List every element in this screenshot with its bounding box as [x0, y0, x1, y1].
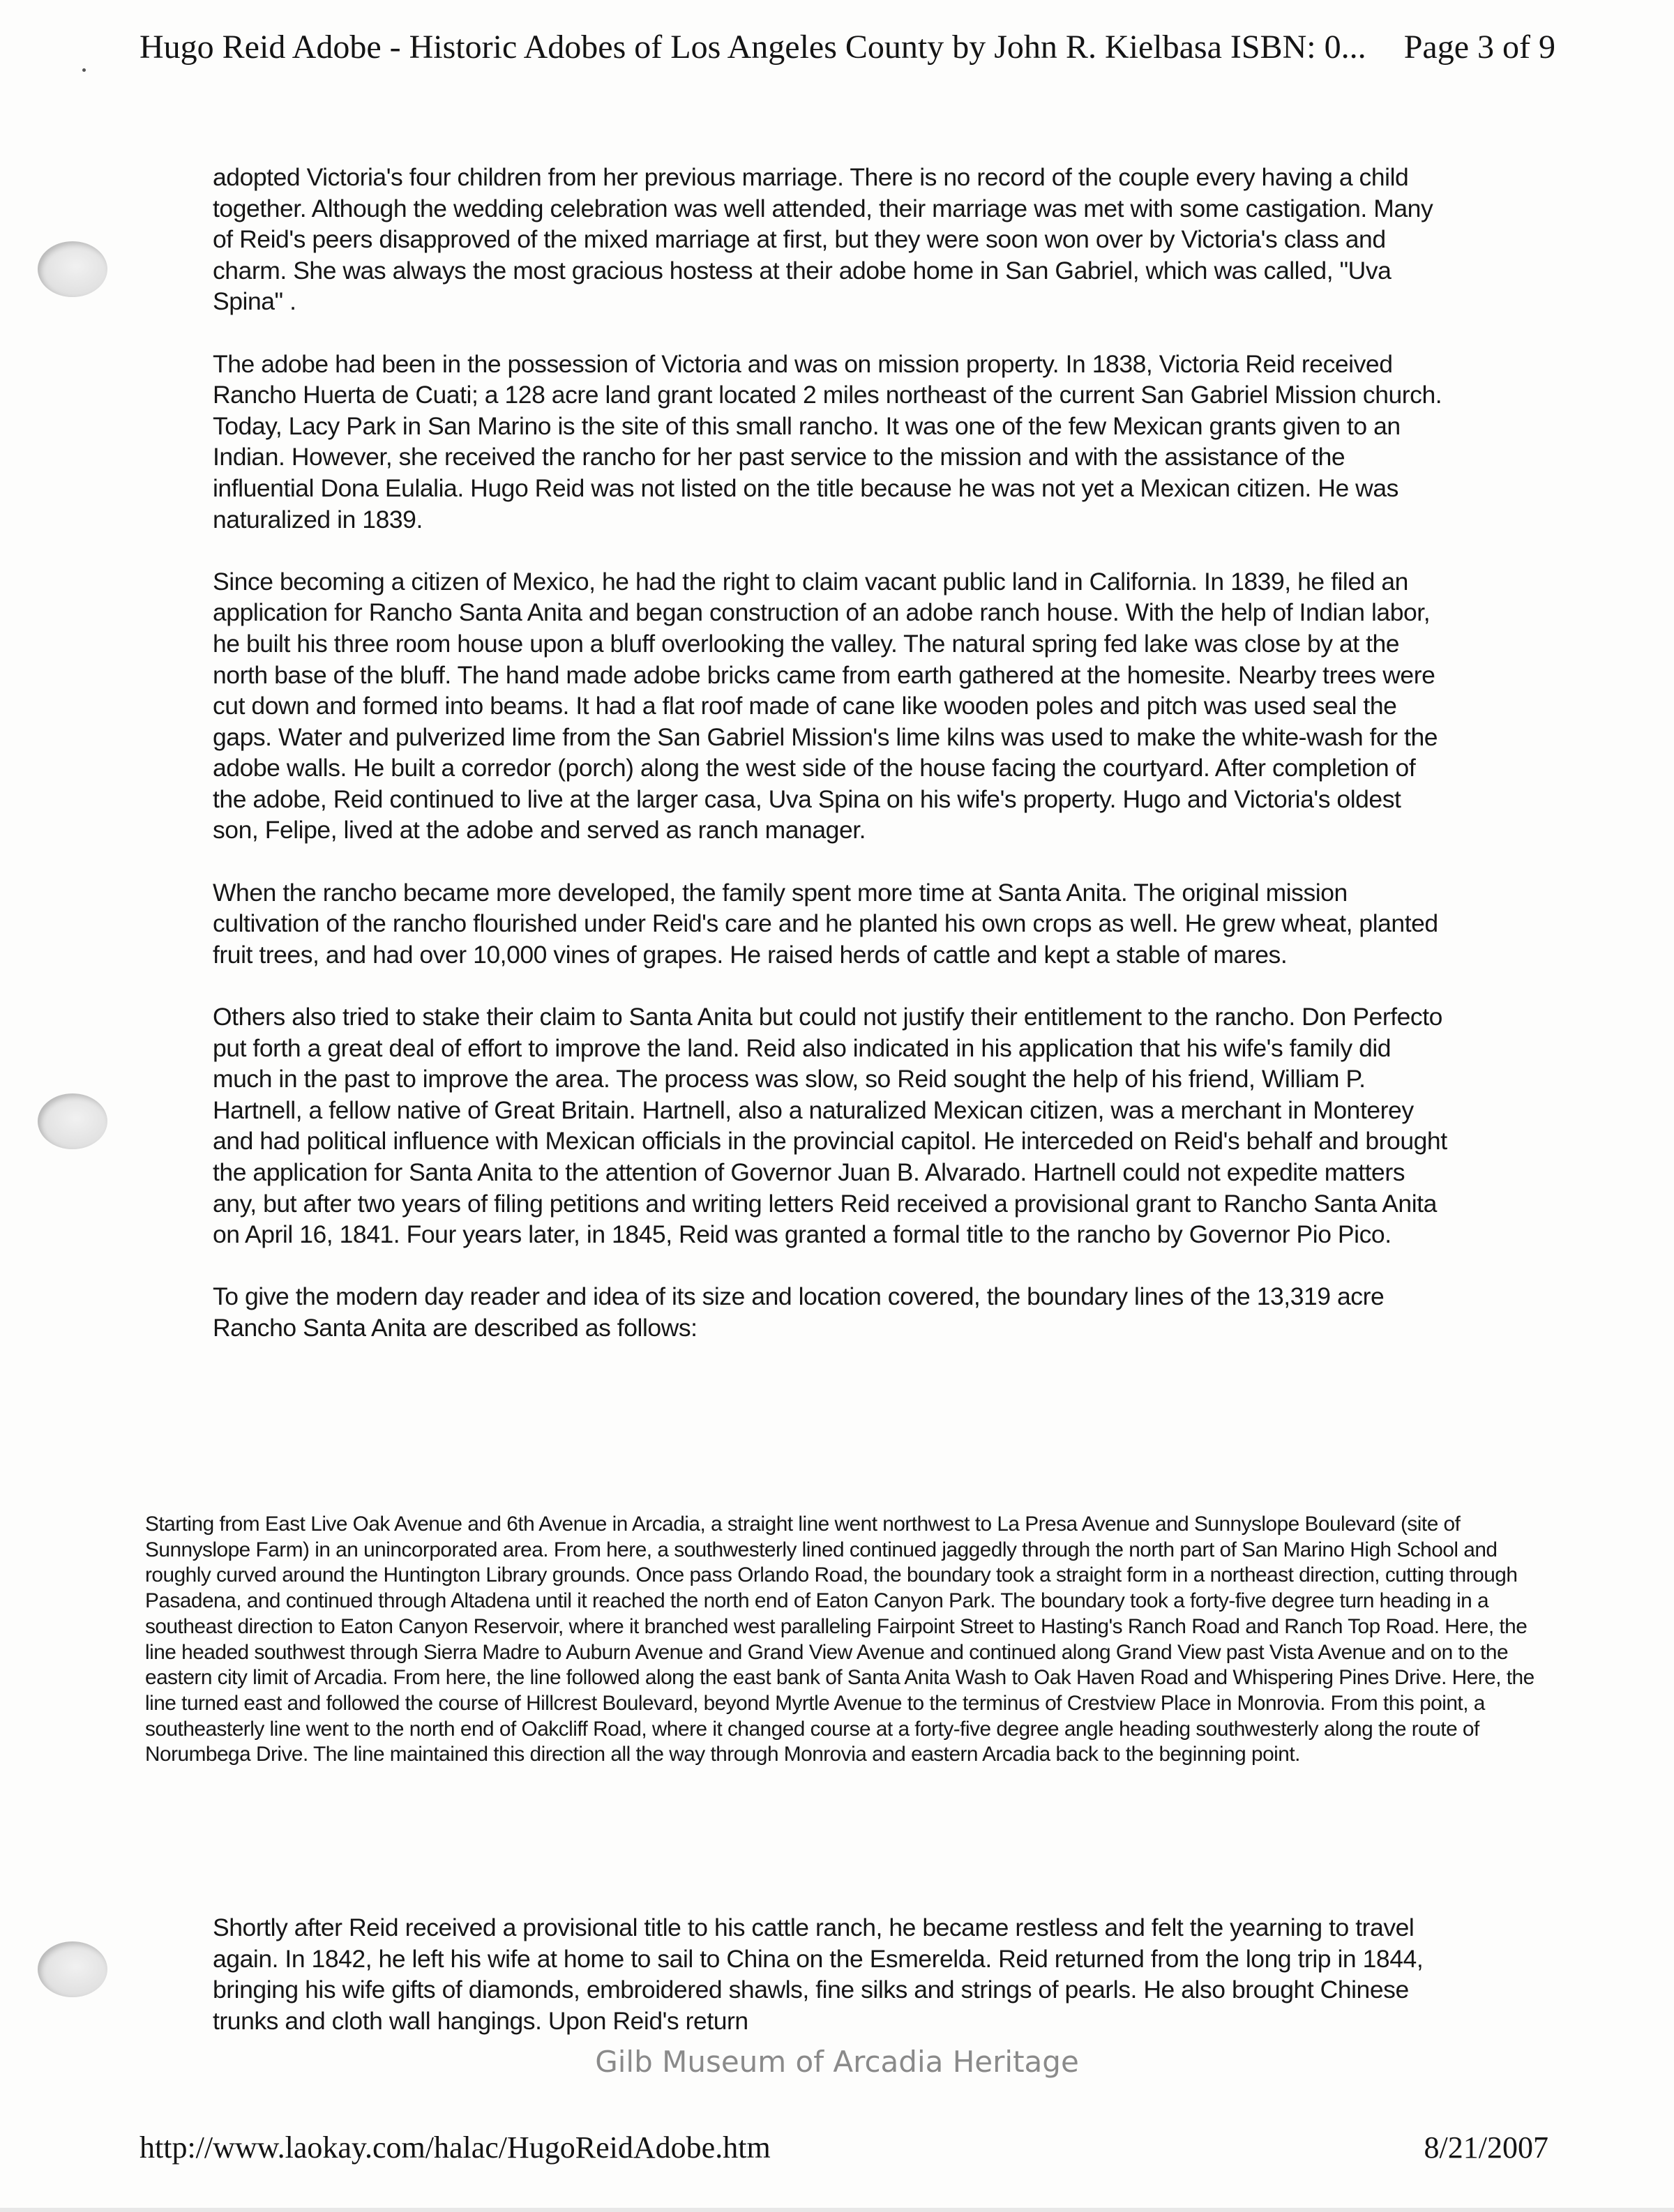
page-number: Page 3 of 9: [1403, 29, 1555, 66]
speck: [82, 68, 86, 72]
paragraph: Others also tried to stake their claim to Santa Anita but could not justify their entitlement to the rancho. Don Perfecto put forth a great deal of effort to improve the land. Reid also indicated in his application that his wife's family did much in the past to improve the area. The process was slow, so Reid sought the help of his friend, William P. Hartnell, a fellow native of Great Britain. Hartnell, also a naturalized Mexican citizen, was a merchant in Monterey and had political influence with Mexican officials in the provincial capitol. He interceded on Reid's behalf and brought the application for Santa Anita to the attention of Governor Juan B. Alvarado. Hartnell could not expedite matters any, but after two years of filing petitions and writing letters Reid received a provisional grant to Rancho Santa Anita on April 16, 1841. Four years later, in 1845, Reid was granted a formal title to the rancho by Governor Pio Pico.: [213, 1003, 1447, 1249]
page-edge: [0, 2208, 1674, 2212]
binder-hole: [38, 241, 107, 297]
boundary-description: Starting from East Live Oak Avenue and 6th Avenue in Arcadia, a straight line went northwest to La Presa Avenue and Sunnyslope Boulevard (site of Sunnyslope Farm) in an unincorporated area. From here, a southwesterly lined continued jaggedly through the north part of San Marino High School and roughly curved around the Huntington Library grounds. Once pass Orlando Road, the boundary took a straight form in a northeast direction, cutting through Pasadena, and continued through Altadena until it reached the north end of Eaton Canyon Park. The boundary took a forty-five degree turn heading in a southeast direction to Eaton Canyon Reservoir, where it branched west paralleling Fairpoint Street to Hasting's Ranch Road and Ranch Top Road. Here, the line headed southwest through Sierra Madre to Auburn Avenue and Grand View Avenue and continued along Grand View past Vista Avenue and on to the eastern city limit of Arcadia. From here, the line followed along the east bank of Santa Anita Wash to Oak Haven Road and Whispering Pines Drive. Here, the line turned east and followed the course of Hillcrest Boulevard, beyond Myrtle Avenue to the terminus of Crestview Place in Monrovia. From this point, a southeasterly line went to the north end of Oakcliff Road, where it changed course at a forty-five degree angle heading southwesterly along the route of Norumbega Drive. The line maintained this direction all the way through Monrovia and eastern Arcadia back to the beginning point.: [145, 1513, 1534, 1766]
binder-hole: [38, 1941, 107, 1997]
source-url: http://www.laokay.com/halac/HugoReidAdobe.htm: [140, 2130, 771, 2165]
print-date: 8/21/2007: [1424, 2130, 1548, 2165]
paragraph: Shortly after Reid received a provisional title to his cattle ranch, he became restless and felt the yearning to travel again. In 1842, he left his wife at home to sail to China on the Esmerelda. Reid returned from the long trip in 1844, bringing his wife gifts of diamonds, embroidered shawls, fine silks and strings of pearls. He also brought Chinese trunks and cloth wall hangings. Upon Reid's return: [213, 1914, 1424, 2035]
paragraph: The adobe had been in the possession of Victoria and was on mission property. In 1838, Victoria Reid received Rancho Huerta de Cuati; a 128 acre land grant located 2 miles northeast of the current San Gabriel Mission church. Today, Lacy Park in San Marino is the site of this small rancho. It was one of the few Mexican grants given to an Indian. However, she received the rancho for her past service to the mission and with the assistance of the influential Dona Eulalia. Hugo Reid was not listed on the title because he was not yet a Mexican citizen. He was naturalized in 1839.: [213, 349, 1442, 533]
header-title: Hugo Reid Adobe - Historic Adobes of Los Angeles County by John R. Kielbasa ISBN: 0...: [140, 29, 1366, 66]
paragraph: adopted Victoria's four children from her previous marriage. There is no record of the couple every having a child together. Although the wedding celebration was well attended, their marriage was met with some castigation. Many of Reid's peers disapproved of the mixed marriage at first, but they were soon won over by Victoria's class and charm. She was always the most gracious hostess at their adobe home in San Gabriel, which was called, "Uva Spina" .: [213, 163, 1433, 316]
body-text: [213, 162, 1451, 1374]
paragraph: When the rancho became more developed, the family spent more time at Santa Anita. The original mission cultivation of the rancho flourished under Reid's care and he planted his own crops as well. He grew wheat, planted fruit trees, and had over 10,000 vines of grapes. He raised herds of cattle and kept a stable of mares.: [213, 878, 1438, 969]
paragraph: To give the modern day reader and idea of its size and location covered, the boundary lines of the 13,319 acre Rancho Santa Anita are described as follows:: [213, 1282, 1385, 1342]
binder-hole: [38, 1093, 107, 1149]
watermark: Gilb Museum of Arcadia Heritage: [595, 2045, 1079, 2079]
paragraph: Since becoming a citizen of Mexico, he had the right to claim vacant public land in California. In 1839, he filed an application for Rancho Santa Anita and began construction of an adobe ranch house. With the help of Indian labor, he built his three room house upon a bluff overlooking the valley. The natural spring fed lake was close by at the north base of the bluff. The hand made adobe bricks came from earth gathered at the homesite. Nearby trees were cut down and formed into beams. It had a flat roof made of cane like wooden poles and pitch was used seal the gaps. Water and pulverized lime from the San Gabriel Mission's lime kilns was used to make the white-wash for the adobe walls. He built a corredor (porch) along the west side of the house facing the courtyard. After completion of the adobe, Reid continued to live at the larger casa, Uva Spina on his wife's property. Hugo and Victoria's oldest son, Felipe, lived at the adobe and served as ranch manager.: [213, 567, 1438, 844]
